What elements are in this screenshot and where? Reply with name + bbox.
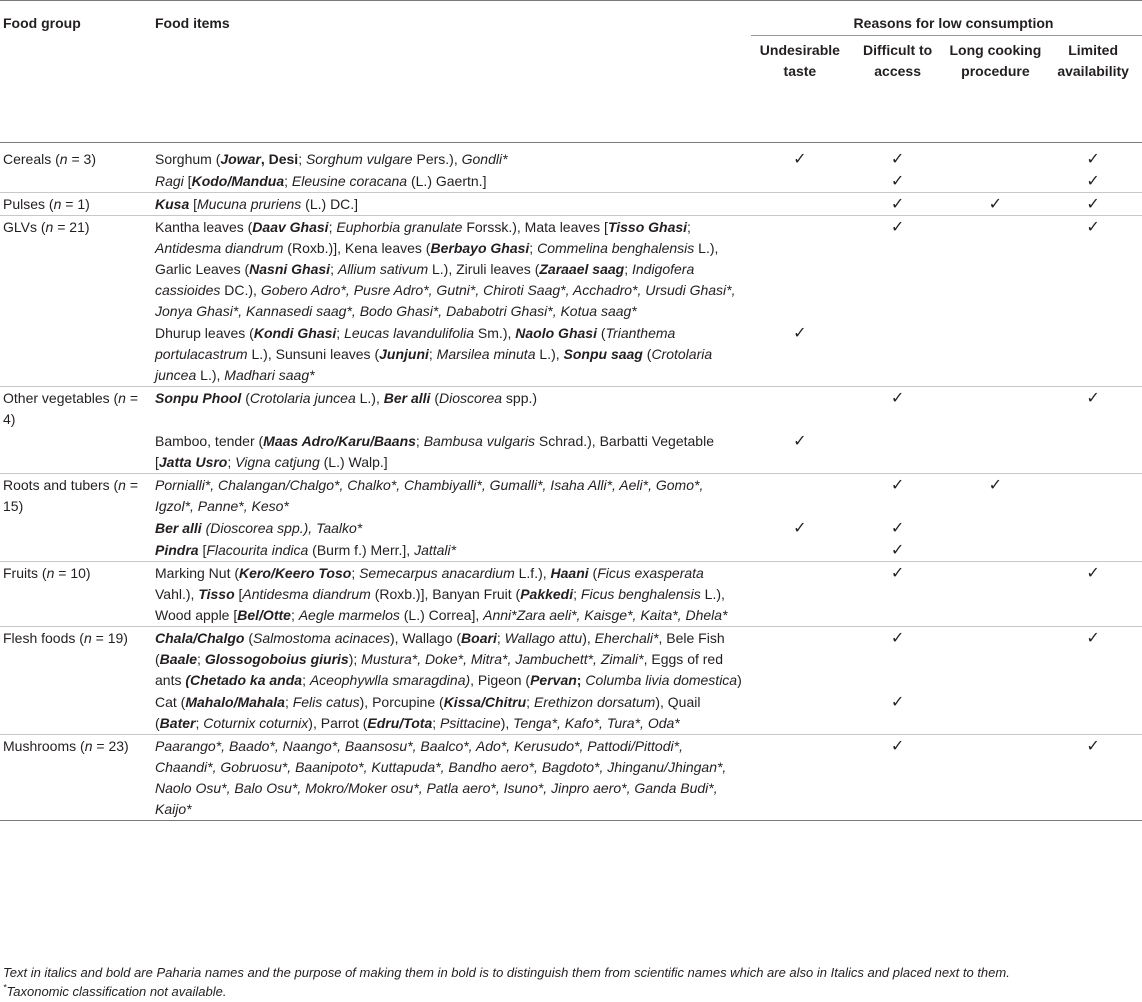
check-cell-difficult-access xyxy=(849,735,947,821)
table-body xyxy=(0,143,1142,821)
check-cell-undesirable-taste xyxy=(751,143,849,171)
check-cell-limited-availability xyxy=(1044,193,1142,216)
check-cell-long-cooking xyxy=(947,562,1045,627)
food-items-cell: Chala/Chalgo (Salmostoma acinaces), Wallago (Boari; Wallago attu), Eherchali*, Bele Fish (Baale; Glossogoboius giuris); Mustura*, Doke*, Mitra*, Jambuchett*, Zimali*, Eggs of red ants (Chetado ka anda; Aceophywlla smaragdina), Pigeon (Pervan; Columba livia domestica) xyxy=(153,627,751,692)
check-cell-undesirable-taste xyxy=(751,216,849,323)
food-items-cell: Cat (Mahalo/Mahala; Felis catus), Porcupine (Kissa/Chitru; Erethizon dorsatum), Quail (Bater; Coturnix coturnix), Parrot (Edru/Tota; Psittacine), Tenga*, Kafo*, Tura*, Oda* xyxy=(155,694,701,731)
food-group-cell: Mushrooms (n = 23) xyxy=(0,735,153,821)
food-group-cell: Pulses (n = 1) xyxy=(0,193,153,216)
food-group-cell xyxy=(0,430,153,474)
check-cell-difficult-access xyxy=(849,143,947,171)
check-cell-undesirable-taste xyxy=(751,627,849,692)
checkmark-icon: ✓ xyxy=(1086,565,1100,582)
check-cell-long-cooking xyxy=(947,517,1045,539)
checkmark-icon: ✓ xyxy=(890,151,905,168)
table-row xyxy=(0,193,1142,216)
food-items-cell: Ragi [Kodo/Mandua; Eleusine coracana (L.) Gaertn.] xyxy=(155,173,487,189)
check-cell-long-cooking xyxy=(947,216,1045,323)
table-row xyxy=(0,143,1142,171)
table-footnotes xyxy=(3,963,1139,1001)
check-cell-long-cooking xyxy=(947,474,1045,518)
check-cell-limited-availability xyxy=(1044,387,1142,431)
food-items-cell: Sonpu Phool (Crotolaria juncea L.), Ber alli (Dioscorea spp.) xyxy=(153,387,751,431)
checkmark-icon: ✓ xyxy=(1086,219,1100,236)
col-header-reasons: Reasons for low consumption xyxy=(751,1,1142,36)
food-group-cell: Other vegetables (n = 4) xyxy=(0,387,153,431)
check-cell-difficult-access xyxy=(849,193,947,216)
food-group-cell: GLVs (n = 21) xyxy=(0,216,153,323)
checkmark-icon: ✓ xyxy=(988,196,1003,213)
check-cell-limited-availability xyxy=(1044,143,1142,171)
check-cell-undesirable-taste xyxy=(751,735,849,821)
check-cell-undesirable-taste xyxy=(751,474,849,518)
table-row xyxy=(0,474,1142,518)
food-group-cell: Cereals (n = 3) xyxy=(3,151,96,167)
check-cell-limited-availability xyxy=(1044,517,1142,539)
checkmark-icon: ✓ xyxy=(890,738,905,755)
food-group-cell xyxy=(0,322,153,387)
footnote-bold-italics: Text in italics and bold are Paharia names and the purpose of making them in bold is to distinguish them from scientific names which are also in Italics and placed next to them. xyxy=(3,965,1010,980)
food-group-cell: Fruits (n = 10) xyxy=(0,562,153,627)
checkmark-icon: ✓ xyxy=(988,477,1003,494)
food-group-cell xyxy=(0,539,153,562)
food-items-cell: Kantha leaves (Daav Ghasi; Euphorbia granulate Forssk.), Mata leaves [Tisso Ghasi; Antidesma diandrum (Roxb.)], Kena leaves (Berbayo Ghasi; Commelina benghalensis L.), Garlic Leaves (Nasni Ghasi; Allium sativum L.), Ziruli leaves (Zaraael saag; Indigofera cassioides DC.), Gobero Adro*, Pusre Adro*, Gutni*, Chiroti Saag*, Acchadro*, Ursudi Ghasi*, Jonya Ghasi*, Kannasedi saag*, Bodo Ghasi*, Dababotri Ghasi*, Kotua saag* xyxy=(153,216,751,323)
check-cell-limited-availability xyxy=(1044,170,1142,193)
table-row xyxy=(0,430,1142,474)
check-cell-undesirable-taste xyxy=(751,562,849,627)
check-cell-long-cooking xyxy=(947,322,1045,387)
col-header-food-group: Food group xyxy=(3,15,81,31)
check-cell-limited-availability xyxy=(1044,430,1142,474)
check-cell-limited-availability xyxy=(1044,474,1142,518)
checkmark-icon: ✓ xyxy=(1086,390,1100,407)
check-cell-limited-availability xyxy=(1044,562,1142,627)
checkmark-icon: ✓ xyxy=(890,565,905,582)
table-row xyxy=(0,387,1142,431)
table-row xyxy=(0,517,1142,539)
check-cell-undesirable-taste xyxy=(751,193,849,216)
table-row xyxy=(0,170,1142,193)
checkmark-icon: ✓ xyxy=(793,433,807,450)
checkmark-icon: ✓ xyxy=(890,694,905,711)
checkmark-icon: ✓ xyxy=(793,151,807,168)
check-cell-difficult-access xyxy=(849,539,947,562)
food-group-cell xyxy=(0,691,153,735)
checkmark-icon: ✓ xyxy=(890,477,905,494)
table-row xyxy=(0,562,1142,627)
food-items-cell: Marking Nut (Kero/Keero Toso; Semecarpus anacardium L.f.), Haani (Ficus exasperata Vahl.), Tisso [Antidesma diandrum (Roxb.)], Banyan Fruit (Pakkedi; Ficus benghalensis L.), Wood apple [Bel/Otte; Aegle marmelos (L.) Correa], Anni*Zara aeli*, Kaisge*, Kaita*, Dhela* xyxy=(153,562,751,627)
check-cell-undesirable-taste xyxy=(751,387,849,431)
check-cell-limited-availability xyxy=(1044,627,1142,692)
col-header-long-cooking: Long cooking procedure xyxy=(949,42,1042,79)
check-cell-long-cooking xyxy=(947,170,1045,193)
footnote-taxonomy xyxy=(3,982,1139,1001)
check-cell-long-cooking xyxy=(947,627,1045,692)
check-cell-difficult-access xyxy=(849,322,947,387)
food-items-cell: Kusa [Mucuna pruriens (L.) DC.] xyxy=(153,193,751,216)
check-cell-undesirable-taste xyxy=(751,322,849,387)
check-cell-undesirable-taste xyxy=(751,517,849,539)
checkmark-icon: ✓ xyxy=(890,173,905,190)
check-cell-long-cooking xyxy=(947,387,1045,431)
checkmark-icon: ✓ xyxy=(1086,630,1100,647)
table-row xyxy=(0,735,1142,821)
food-items-cell: Sorghum (Jowar, Desi; Sorghum vulgare Pers.), Gondli* xyxy=(155,151,508,167)
check-cell-limited-availability xyxy=(1044,539,1142,562)
checkmark-icon: ✓ xyxy=(1086,173,1100,190)
table-row xyxy=(0,627,1142,692)
col-header-food-items: Food items xyxy=(155,15,230,31)
checkmark-icon: ✓ xyxy=(1086,738,1100,755)
check-cell-limited-availability xyxy=(1044,735,1142,821)
check-cell-long-cooking xyxy=(947,539,1045,562)
table-row xyxy=(0,322,1142,387)
table-row xyxy=(0,539,1142,562)
check-cell-difficult-access xyxy=(849,216,947,323)
checkmark-icon: ✓ xyxy=(890,520,905,537)
check-cell-difficult-access xyxy=(849,430,947,474)
check-cell-long-cooking xyxy=(947,430,1045,474)
check-cell-difficult-access xyxy=(849,562,947,627)
checkmark-icon: ✓ xyxy=(1086,151,1100,168)
check-cell-long-cooking xyxy=(947,691,1045,735)
checkmark-icon: ✓ xyxy=(890,390,905,407)
check-cell-undesirable-taste xyxy=(751,691,849,735)
check-cell-difficult-access xyxy=(849,474,947,518)
food-group-cell: Roots and tubers (n = 15) xyxy=(0,474,153,518)
footnote-taxonomy-text: Taxonomic classification not available. xyxy=(6,984,227,999)
check-cell-difficult-access xyxy=(849,691,947,735)
check-cell-limited-availability xyxy=(1044,216,1142,323)
check-cell-limited-availability xyxy=(1044,691,1142,735)
checkmark-icon: ✓ xyxy=(890,196,905,213)
checkmark-icon: ✓ xyxy=(890,542,905,559)
food-items-cell: Dhurup leaves (Kondi Ghasi; Leucas lavandulifolia Sm.), Naolo Ghasi (Trianthema portulacastrum L.), Sunsuni leaves (Junjuni; Marsilea minuta L.), Sonpu saag (Crotolaria juncea L.), Madhari saag* xyxy=(155,325,713,383)
food-items-cell: Pornialli*, Chalangan/Chalgo*, Chalko*, Chambiyalli*, Gumalli*, Isaha Alli*, Aeli*, Gomo*, Igzol*, Panne*, Keso* xyxy=(153,474,751,518)
check-cell-limited-availability xyxy=(1044,322,1142,387)
checkmark-icon: ✓ xyxy=(890,630,905,647)
food-items-cell: Paarango*, Baado*, Naango*, Baansosu*, Baalco*, Ado*, Kerusudo*, Pattodi/Pittodi*, Chaandi*, Gobruosu*, Baanipoto*, Kuttapuda*, Bandho aero*, Bagdoto*, Jhinganu/Jhingan*, Naolo Osu*, Balo Osu*, Mokro/Moker osu*, Patla aero*, Isuno*, Jinpro aero*, Ganda Budi*, Kaijo* xyxy=(153,735,751,821)
check-cell-difficult-access xyxy=(849,517,947,539)
check-cell-difficult-access xyxy=(849,170,947,193)
check-cell-long-cooking xyxy=(947,735,1045,821)
check-cell-undesirable-taste xyxy=(751,170,849,193)
checkmark-icon: ✓ xyxy=(793,520,807,537)
check-cell-difficult-access xyxy=(849,387,947,431)
food-group-cell xyxy=(0,517,153,539)
checkmark-icon: ✓ xyxy=(793,325,807,342)
col-header-limited-availability: Limited availability xyxy=(1057,42,1129,79)
food-items-cell: Bamboo, tender (Maas Adro/Karu/Baans; Bambusa vulgaris Schrad.), Barbatti Vegetable [Jatta Usro; Vigna catjung (L.) Walp.] xyxy=(155,433,714,470)
food-items-cell: Ber alli (Dioscorea spp.), Taalko* xyxy=(155,520,363,536)
footnote-asterisk: * xyxy=(3,982,7,993)
checkmark-icon: ✓ xyxy=(890,219,905,236)
table-row xyxy=(0,216,1142,323)
check-cell-long-cooking xyxy=(947,193,1045,216)
check-cell-difficult-access xyxy=(849,627,947,692)
food-group-cell: Flesh foods (n = 19) xyxy=(0,627,153,692)
check-cell-long-cooking xyxy=(947,143,1045,171)
food-group-cell xyxy=(0,170,153,193)
check-cell-undesirable-taste xyxy=(751,430,849,474)
food-items-cell: Pindra [Flacourita indica (Burm f.) Merr.], Jattali* xyxy=(155,542,457,558)
check-cell-undesirable-taste xyxy=(751,539,849,562)
checkmark-icon: ✓ xyxy=(1086,196,1100,213)
col-header-difficult-access: Difficult to access xyxy=(863,42,933,79)
col-header-undesirable-taste: Undesirable taste xyxy=(759,42,840,79)
table-row xyxy=(0,691,1142,735)
